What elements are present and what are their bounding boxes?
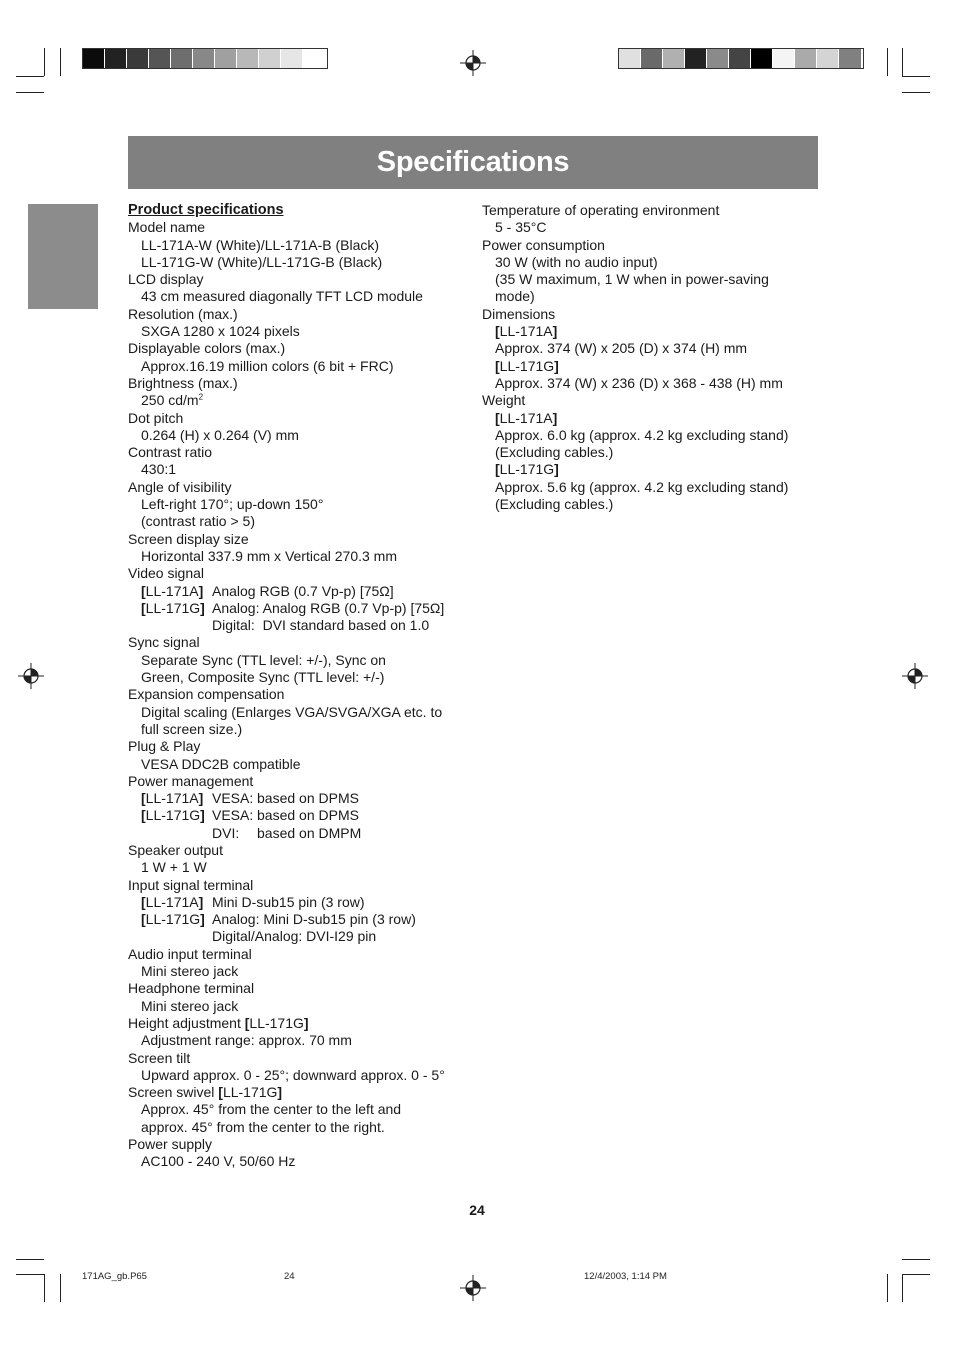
model-tag: [LL-171A] — [495, 323, 558, 340]
spec-value: full screen size.) — [141, 720, 243, 737]
footer-datetime: 12/4/2003, 1:14 PM — [584, 1271, 667, 1282]
spec-value: Adjustment range: approx. 70 mm — [141, 1032, 352, 1049]
crop-mark — [60, 48, 61, 76]
registration-mark-icon — [460, 1275, 486, 1301]
spec-label: Contrast ratio — [128, 444, 213, 461]
spec-label: Screen tilt — [128, 1049, 191, 1066]
spec-value: Approx. 5.6 kg (approx. 4.2 kg excluding stand) — [495, 478, 789, 495]
color-swatch — [839, 49, 861, 68]
spec-value: Left-right 170°; up-down 150° — [141, 496, 324, 513]
model-tag-text: LL-171G — [222, 1084, 278, 1101]
model-tag-text: LL-171A — [499, 409, 553, 426]
crop-mark — [902, 1274, 903, 1302]
spec-label: Power management — [128, 772, 254, 789]
spec-value: Mini stereo jack — [141, 997, 239, 1014]
model-tag: [LL-171A] — [141, 893, 204, 910]
spec-column-right — [482, 202, 822, 513]
color-swatch — [817, 49, 839, 68]
color-swatch — [83, 49, 105, 68]
spec-value: Analog: Analog RGB (0.7 Vp-p) [75Ω] — [212, 599, 445, 616]
color-swatch — [751, 49, 773, 68]
spec-value: Mini stereo jack — [141, 963, 239, 980]
model-tag-text: LL-171G — [145, 911, 201, 928]
spec-label-text: Screen swivel — [128, 1084, 219, 1101]
spec-label: Screen display size — [128, 530, 249, 547]
model-tag: [LL-171A] — [141, 790, 204, 807]
color-swatch — [707, 49, 729, 68]
model-tag: [LL-171G] — [141, 599, 205, 616]
crop-mark — [16, 92, 44, 93]
spec-value: LL-171G-W (White)/LL-171G-B (Black) — [141, 253, 383, 270]
model-tag: [LL-171G] — [495, 357, 559, 374]
spec-label: Headphone terminal — [128, 980, 255, 997]
crop-mark — [902, 92, 930, 93]
footer-page: 24 — [284, 1271, 295, 1282]
superscript: 2 — [198, 392, 204, 402]
crop-mark — [16, 76, 44, 77]
spec-label: Speaker output — [128, 841, 223, 858]
color-swatch — [641, 49, 663, 68]
crop-mark — [44, 1274, 45, 1302]
model-tag-text: LL-171A — [499, 323, 553, 340]
spec-label: Power supply — [128, 1136, 213, 1153]
spec-label: LCD display — [128, 271, 204, 288]
spec-label: Height adjustment [LL-171G] — [128, 1014, 309, 1031]
spec-label: Input signal terminal — [128, 876, 254, 893]
model-tag-text: LL-171A — [145, 790, 199, 807]
model-tag-text: LL-171G — [249, 1014, 304, 1031]
spec-key: VESA: — [212, 807, 254, 824]
spec-value: Separate Sync (TTL level: +/-), Sync on — [141, 651, 386, 668]
spec-label: Brightness (max.) — [128, 374, 238, 391]
spec-value: Green, Composite Sync (TTL level: +/-) — [141, 669, 385, 686]
spec-value: Digital/Analog: DVI-I29 pin — [212, 928, 377, 945]
spec-model-row — [128, 807, 468, 824]
spec-model-row — [128, 825, 468, 842]
spec-value: 30 W (with no audio input) — [495, 253, 658, 270]
page-number: 24 — [469, 1202, 485, 1218]
spec-value: (Excluding cables.) — [495, 496, 614, 513]
color-swatch — [215, 49, 237, 68]
spec-label: Screen swivel [LL-171G] — [128, 1084, 283, 1101]
spec-value: 1 W + 1 W — [141, 859, 207, 876]
spec-label: Resolution (max.) — [128, 305, 238, 322]
spec-label: Power consumption — [482, 236, 605, 253]
color-swatch — [281, 49, 303, 68]
spec-model-row — [128, 790, 468, 807]
color-swatch — [663, 49, 685, 68]
spec-value: Mini D-sub15 pin (3 row) — [212, 893, 365, 910]
registration-mark-icon — [18, 663, 44, 689]
crop-mark — [887, 48, 888, 76]
spec-value: Approx. 374 (W) x 236 (D) x 368 - 438 (H) mm — [495, 374, 783, 391]
spec-value-text: 250 cd/m — [141, 392, 199, 409]
crop-mark — [887, 1274, 888, 1302]
spec-value: Approx. 45° from the center to the left and — [141, 1101, 402, 1118]
model-tag-text: LL-171G — [499, 357, 555, 374]
spec-label: Temperature of operating environment — [482, 202, 720, 218]
model-tag: [LL-171A] — [495, 409, 558, 426]
section-heading: Product specifications — [128, 202, 284, 218]
spec-value: Approx. 6.0 kg (approx. 4.2 kg excluding stand) — [495, 426, 789, 443]
spec-label: Video signal — [128, 565, 205, 582]
spec-value: (35 W maximum, 1 W when in power-saving — [495, 271, 769, 288]
color-swatch — [795, 49, 817, 68]
spec-value: mode) — [495, 288, 535, 305]
spec-label: Audio input terminal — [128, 945, 252, 962]
spec-model-row — [128, 583, 468, 600]
color-swatch — [685, 49, 707, 68]
crop-mark — [60, 1274, 61, 1302]
spec-value: 5 - 35°C — [495, 219, 547, 236]
spec-label: Displayable colors (max.) — [128, 340, 286, 357]
spec-label: Plug & Play — [128, 738, 201, 755]
crop-mark — [902, 48, 903, 76]
crop-mark — [16, 1274, 44, 1275]
spec-value: Digital scaling (Enlarges VGA/SVGA/XGA etc. to — [141, 703, 443, 720]
spec-value: LL-171A-W (White)/LL-171A-B (Black) — [141, 236, 380, 253]
spec-value: Horizontal 337.9 mm x Vertical 270.3 mm — [141, 547, 397, 564]
spec-value: (Excluding cables.) — [495, 444, 614, 461]
spec-value: approx. 45° from the center to the right. — [141, 1118, 385, 1135]
color-swatch — [127, 49, 149, 68]
spec-key: VESA: — [212, 790, 254, 807]
spec-model-row — [128, 600, 468, 617]
spec-label-text: Height adjustment — [128, 1014, 245, 1031]
color-swatch — [729, 49, 751, 68]
registration-mark-icon — [902, 663, 928, 689]
spec-value: Approx.16.19 million colors (6 bit + FRC) — [141, 357, 394, 374]
spec-value: Analog RGB (0.7 Vp-p) [75Ω] — [212, 582, 394, 599]
spec-value: 430:1 — [141, 461, 177, 478]
spec-label: Angle of visibility — [128, 478, 232, 495]
spec-value: SXGA 1280 x 1024 pixels — [141, 323, 300, 340]
color-calibration-bar-left — [82, 48, 328, 69]
model-tag: [LL-171G] — [495, 461, 559, 478]
spec-model-row — [128, 894, 468, 911]
color-swatch — [619, 49, 641, 68]
spec-label: Dot pitch — [128, 409, 184, 426]
model-tag-text: LL-171A — [145, 893, 199, 910]
color-swatch — [303, 49, 325, 68]
model-tag-text: LL-171G — [145, 599, 201, 616]
spec-value: Upward approx. 0 - 25°; downward approx. 0 - 5° — [141, 1066, 445, 1083]
crop-mark — [44, 48, 45, 76]
model-tag: [LL-171A] — [141, 582, 204, 599]
spec-label: Model name — [128, 219, 206, 236]
model-tag-text: LL-171G — [145, 807, 201, 824]
spec-label: Dimensions — [482, 305, 556, 322]
spec-label: Weight — [482, 392, 526, 409]
spec-value: 43 cm measured diagonally TFT LCD module — [141, 288, 423, 305]
color-swatch — [149, 49, 171, 68]
model-tag-text: LL-171G — [499, 461, 555, 478]
spec-model-row — [128, 911, 468, 928]
spec-value: based on DPMS — [257, 790, 359, 807]
spec-value: (contrast ratio > 5) — [141, 513, 255, 530]
color-swatch — [105, 49, 127, 68]
spec-value: Approx. 374 (W) x 205 (D) x 374 (H) mm — [495, 340, 748, 357]
spec-label: Expansion compensation — [128, 686, 285, 703]
color-swatch — [259, 49, 281, 68]
crop-mark — [902, 76, 930, 77]
model-tag: [LL-171G] — [141, 807, 205, 824]
crop-mark — [902, 1274, 930, 1275]
model-tag-text: LL-171A — [145, 582, 199, 599]
spec-value: VESA DDC2B compatible — [141, 755, 301, 772]
section-tab — [28, 204, 98, 309]
color-swatch — [171, 49, 193, 68]
footer-file: 171AG_gb.P65 — [82, 1271, 147, 1282]
spec-key: DVI: — [212, 824, 240, 841]
spec-value: Analog: Mini D-sub15 pin (3 row) — [212, 911, 416, 928]
spec-column-left — [128, 202, 468, 1171]
crop-mark — [16, 1259, 44, 1260]
color-swatch — [773, 49, 795, 68]
page-title: Specifications — [128, 136, 818, 189]
spec-value: based on DPMS — [257, 807, 359, 824]
spec-value: 0.264 (H) x 0.264 (V) mm — [141, 426, 299, 443]
crop-mark — [902, 1259, 930, 1260]
spec-value: based on DMPM — [257, 824, 362, 841]
color-swatch — [193, 49, 215, 68]
spec-value — [128, 392, 468, 409]
spec-value: Digital: DVI standard based on 1.0 — [212, 617, 430, 634]
color-swatch — [237, 49, 259, 68]
registration-mark-icon — [460, 50, 486, 76]
model-tag: [LL-171G] — [141, 911, 205, 928]
spec-value: AC100 - 240 V, 50/60 Hz — [141, 1153, 296, 1170]
color-calibration-bar-right — [618, 48, 864, 69]
spec-label: Sync signal — [128, 634, 200, 651]
